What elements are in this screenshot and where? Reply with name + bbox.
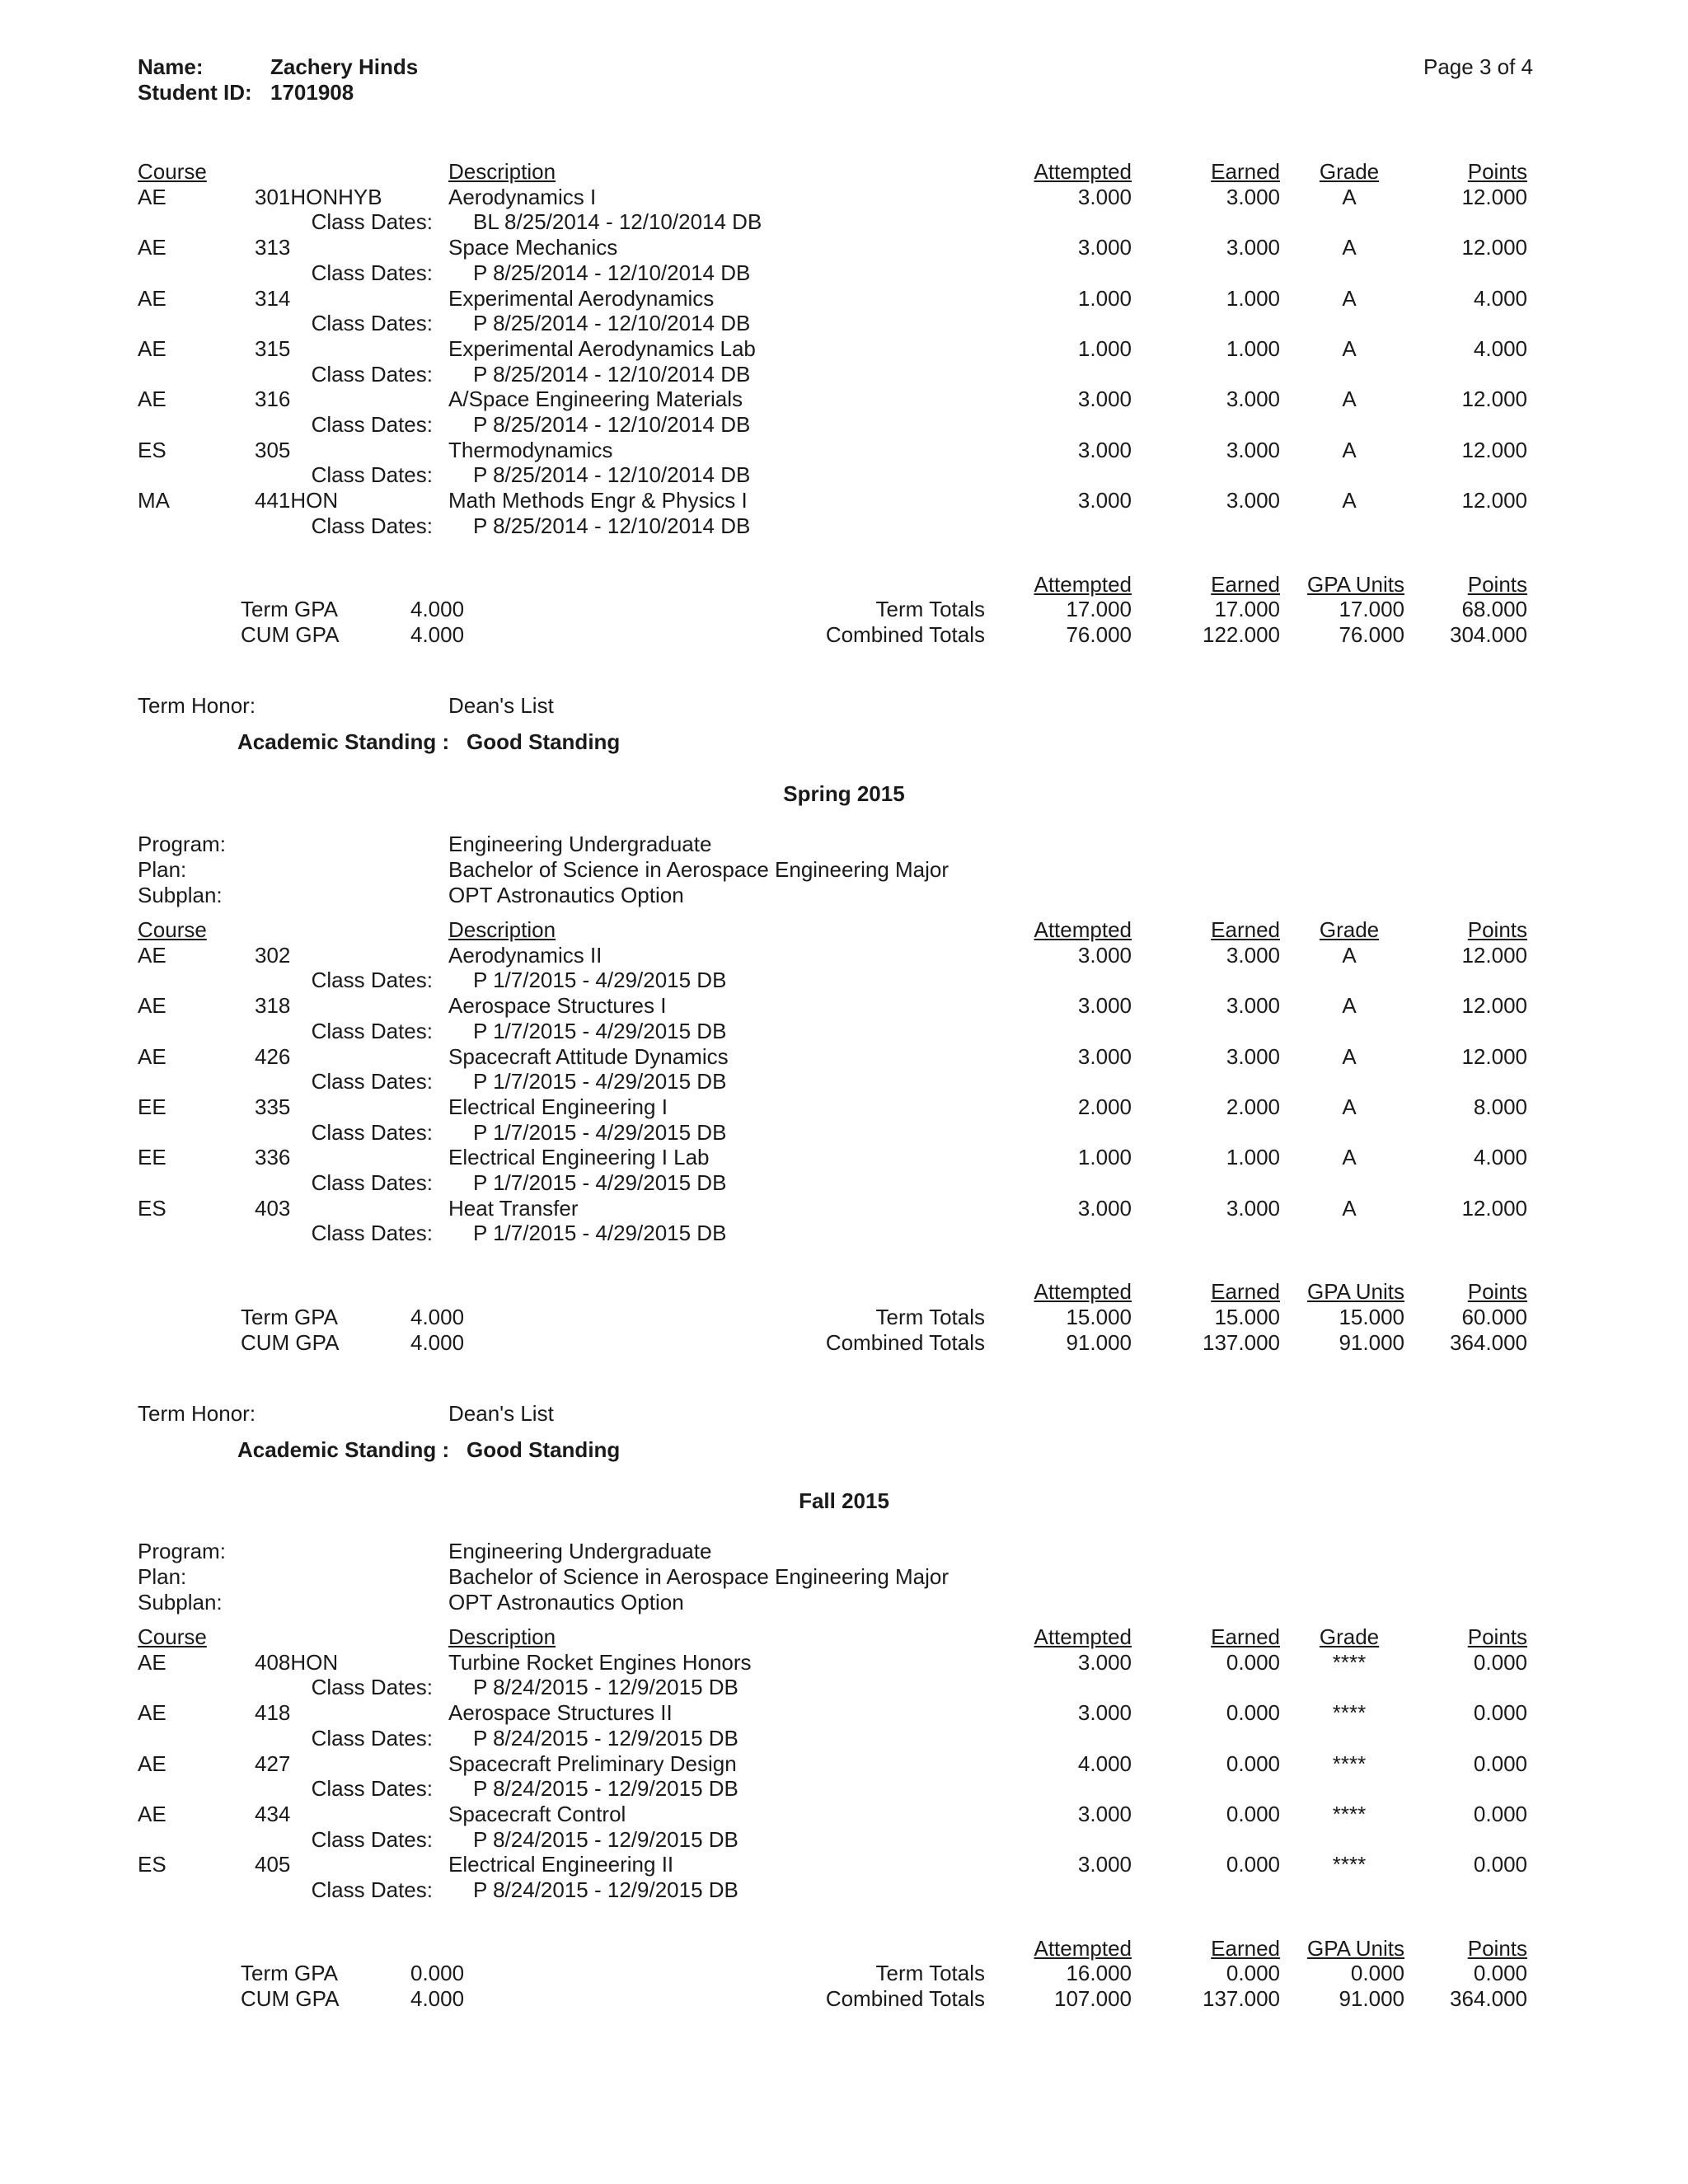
class-dates-label: Class Dates: xyxy=(311,209,433,234)
class-dates-label: Class Dates: xyxy=(311,260,433,285)
course-number: 405 xyxy=(255,1852,291,1877)
course-attempted: 3.000 xyxy=(1077,185,1132,209)
course-grade: A xyxy=(1342,286,1357,311)
class-dates-label: Class Dates: xyxy=(311,1877,433,1902)
course-number: 418 xyxy=(255,1700,291,1725)
class-dates-label: Class Dates: xyxy=(311,1019,433,1043)
combined-totals-points: 364.000 xyxy=(1450,1330,1527,1355)
course-subject: ES xyxy=(138,438,166,462)
term-gpa-value: 4.000 xyxy=(410,597,465,621)
course-number: 408HON xyxy=(255,1650,339,1675)
term-gpa-label: Term GPA xyxy=(241,1305,338,1329)
totals-earned-header: Earned xyxy=(1211,1279,1280,1304)
term-gpa-label: Term GPA xyxy=(241,1961,338,1985)
class-dates-label: Class Dates: xyxy=(311,1827,433,1852)
course-grade: **** xyxy=(1332,1751,1367,1776)
course-attempted: 3.000 xyxy=(1077,387,1132,411)
term-totals-label: Term Totals xyxy=(875,597,985,621)
class-dates: P 8/25/2014 - 12/10/2014 DB xyxy=(473,362,751,387)
page-number: Page 3 of 4 xyxy=(1423,54,1533,79)
course-title: Aerospace Structures I xyxy=(448,993,667,1018)
term-totals-gpa-units: 0.000 xyxy=(1350,1961,1404,1985)
academic-standing-label: Academic Standing : xyxy=(237,1437,450,1462)
course-points: 4.000 xyxy=(1473,1145,1527,1169)
class-dates-label: Class Dates: xyxy=(311,311,433,335)
course-grade: A xyxy=(1342,1196,1357,1221)
term-gpa-value: 0.000 xyxy=(410,1961,465,1985)
course-title: Aerospace Structures II xyxy=(448,1700,673,1725)
course-number: 336 xyxy=(255,1145,291,1169)
totals-attempted-header: Attempted xyxy=(1034,1279,1132,1304)
class-dates: P 1/7/2015 - 4/29/2015 DB xyxy=(473,1069,727,1094)
combined-totals-label: Combined Totals xyxy=(825,1330,985,1355)
course-grade: A xyxy=(1342,336,1357,361)
course-points: 0.000 xyxy=(1473,1802,1527,1826)
term-totals-earned: 15.000 xyxy=(1214,1305,1280,1329)
subplan-value: OPT Astronautics Option xyxy=(448,1590,684,1615)
course-grade: A xyxy=(1342,488,1357,513)
course-title: Spacecraft Control xyxy=(448,1802,626,1826)
term-title: Spring 2015 xyxy=(783,781,905,806)
class-dates: P 1/7/2015 - 4/29/2015 DB xyxy=(473,1221,727,1245)
course-earned: 0.000 xyxy=(1226,1650,1280,1675)
class-dates-label: Class Dates: xyxy=(311,513,433,538)
course-points: 4.000 xyxy=(1473,286,1527,311)
course-grade: **** xyxy=(1332,1852,1367,1877)
combined-totals-attempted: 91.000 xyxy=(1066,1330,1132,1355)
course-subject: EE xyxy=(138,1145,166,1169)
course-attempted: 3.000 xyxy=(1077,1044,1132,1069)
course-subject: AE xyxy=(138,336,166,361)
combined-totals-gpa-units: 76.000 xyxy=(1339,622,1404,647)
cum-gpa-label: CUM GPA xyxy=(241,1986,340,2011)
course-attempted: 4.000 xyxy=(1077,1751,1132,1776)
col-earned-header: Earned xyxy=(1211,159,1280,184)
col-attempted-header: Attempted xyxy=(1034,159,1132,184)
course-number: 427 xyxy=(255,1751,291,1776)
combined-totals-earned: 122.000 xyxy=(1203,622,1280,647)
student-name: Zachery Hinds xyxy=(270,54,419,79)
totals-gpa-units-header: GPA Units xyxy=(1306,1936,1404,1961)
course-subject: AE xyxy=(138,1802,166,1826)
course-subject: AE xyxy=(138,1650,166,1675)
course-earned: 3.000 xyxy=(1226,185,1280,209)
course-attempted: 3.000 xyxy=(1077,1650,1132,1675)
term-honor-value: Dean's List xyxy=(448,1401,554,1426)
class-dates-label: Class Dates: xyxy=(311,1726,433,1750)
course-points: 12.000 xyxy=(1461,1196,1527,1221)
class-dates: P 1/7/2015 - 4/29/2015 DB xyxy=(473,1120,727,1145)
course-grade: A xyxy=(1342,1094,1357,1119)
class-dates-label: Class Dates: xyxy=(311,1069,433,1094)
class-dates: BL 8/25/2014 - 12/10/2014 DB xyxy=(473,209,762,234)
cum-gpa-value: 4.000 xyxy=(410,622,465,647)
term-honor-label: Term Honor: xyxy=(138,1401,256,1426)
course-number: 314 xyxy=(255,286,291,311)
course-title: Spacecraft Preliminary Design xyxy=(448,1751,737,1776)
totals-earned-header: Earned xyxy=(1211,572,1280,597)
course-title: Aerodynamics II xyxy=(448,943,603,968)
course-earned: 0.000 xyxy=(1226,1700,1280,1725)
course-points: 12.000 xyxy=(1461,438,1527,462)
col-grade-header: Grade xyxy=(1319,1624,1380,1649)
col-grade-header: Grade xyxy=(1319,917,1380,942)
course-attempted: 3.000 xyxy=(1077,1196,1132,1221)
class-dates: P 8/25/2014 - 12/10/2014 DB xyxy=(473,462,751,487)
course-subject: AE xyxy=(138,1700,166,1725)
class-dates: P 8/25/2014 - 12/10/2014 DB xyxy=(473,311,751,335)
course-title: Turbine Rocket Engines Honors xyxy=(448,1650,752,1675)
course-number: 403 xyxy=(255,1196,291,1221)
col-description-header: Description xyxy=(448,159,556,184)
col-attempted-header: Attempted xyxy=(1034,917,1132,942)
name-label: Name: xyxy=(138,54,204,79)
course-number: 441HON xyxy=(255,488,339,513)
col-course-header: Course xyxy=(138,1624,207,1649)
col-description-header: Description xyxy=(448,917,556,942)
course-number: 313 xyxy=(255,235,291,260)
course-title: Electrical Engineering II xyxy=(448,1852,674,1877)
combined-totals-points: 304.000 xyxy=(1450,622,1527,647)
course-subject: AE xyxy=(138,235,166,260)
course-number: 305 xyxy=(255,438,291,462)
course-grade: A xyxy=(1342,1145,1357,1169)
subplan-label: Subplan: xyxy=(138,1590,223,1615)
course-points: 12.000 xyxy=(1461,185,1527,209)
class-dates: P 8/24/2015 - 12/9/2015 DB xyxy=(473,1827,738,1852)
col-points-header: Points xyxy=(1467,917,1527,942)
course-earned: 0.000 xyxy=(1226,1852,1280,1877)
course-subject: ES xyxy=(138,1852,166,1877)
cum-gpa-value: 4.000 xyxy=(410,1986,465,2011)
totals-points-header: Points xyxy=(1467,572,1527,597)
term-totals-points: 60.000 xyxy=(1461,1305,1527,1329)
class-dates-label: Class Dates: xyxy=(311,362,433,387)
col-course-header: Course xyxy=(138,159,207,184)
course-grade: A xyxy=(1342,438,1357,462)
course-attempted: 1.000 xyxy=(1077,1145,1132,1169)
course-subject: AE xyxy=(138,943,166,968)
term-totals-points: 68.000 xyxy=(1461,597,1527,621)
combined-totals-points: 364.000 xyxy=(1450,1986,1527,2011)
class-dates-label: Class Dates: xyxy=(311,1675,433,1699)
col-earned-header: Earned xyxy=(1211,1624,1280,1649)
term-totals-attempted: 16.000 xyxy=(1066,1961,1132,1985)
course-title: Math Methods Engr & Physics I xyxy=(448,488,748,513)
combined-totals-gpa-units: 91.000 xyxy=(1339,1986,1404,2011)
course-points: 12.000 xyxy=(1461,943,1527,968)
combined-totals-gpa-units: 91.000 xyxy=(1339,1330,1404,1355)
col-grade-header: Grade xyxy=(1319,159,1380,184)
plan-label: Plan: xyxy=(138,857,187,882)
course-points: 4.000 xyxy=(1473,336,1527,361)
program-label: Program: xyxy=(138,832,226,856)
course-attempted: 2.000 xyxy=(1077,1094,1132,1119)
col-earned-header: Earned xyxy=(1211,917,1280,942)
col-attempted-header: Attempted xyxy=(1034,1624,1132,1649)
col-points-header: Points xyxy=(1467,1624,1527,1649)
course-number: 335 xyxy=(255,1094,291,1119)
cum-gpa-label: CUM GPA xyxy=(241,1330,340,1355)
course-points: 12.000 xyxy=(1461,387,1527,411)
subplan-value: OPT Astronautics Option xyxy=(448,883,684,907)
term-honor-label: Term Honor: xyxy=(138,693,256,718)
class-dates: P 8/24/2015 - 12/9/2015 DB xyxy=(473,1877,738,1902)
class-dates: P 8/25/2014 - 12/10/2014 DB xyxy=(473,412,751,437)
subplan-label: Subplan: xyxy=(138,883,223,907)
course-title: Space Mechanics xyxy=(448,235,618,260)
student-id: 1701908 xyxy=(270,80,354,105)
totals-gpa-units-header: GPA Units xyxy=(1306,572,1404,597)
course-number: 302 xyxy=(255,943,291,968)
term-honor-value: Dean's List xyxy=(448,693,554,718)
class-dates-label: Class Dates: xyxy=(311,1776,433,1801)
course-subject: ES xyxy=(138,1196,166,1221)
course-title: Heat Transfer xyxy=(448,1196,579,1221)
course-title: Electrical Engineering I xyxy=(448,1094,668,1119)
class-dates-label: Class Dates: xyxy=(311,1221,433,1245)
course-title: Electrical Engineering I Lab xyxy=(448,1145,710,1169)
course-points: 0.000 xyxy=(1473,1751,1527,1776)
course-earned: 3.000 xyxy=(1226,943,1280,968)
class-dates: P 8/25/2014 - 12/10/2014 DB xyxy=(473,513,751,538)
class-dates: P 8/25/2014 - 12/10/2014 DB xyxy=(473,260,751,285)
course-grade: A xyxy=(1342,1044,1357,1069)
course-attempted: 3.000 xyxy=(1077,1802,1132,1826)
course-earned: 3.000 xyxy=(1226,438,1280,462)
totals-attempted-header: Attempted xyxy=(1034,572,1132,597)
cum-gpa-value: 4.000 xyxy=(410,1330,465,1355)
student-id-label: Student ID: xyxy=(138,80,252,105)
course-subject: EE xyxy=(138,1094,166,1119)
col-description-header: Description xyxy=(448,1624,556,1649)
class-dates: P 1/7/2015 - 4/29/2015 DB xyxy=(473,968,727,992)
class-dates: P 8/24/2015 - 12/9/2015 DB xyxy=(473,1675,738,1699)
term-totals-label: Term Totals xyxy=(875,1305,985,1329)
plan-value: Bachelor of Science in Aerospace Engineering Major xyxy=(448,1564,950,1589)
class-dates-label: Class Dates: xyxy=(311,1170,433,1195)
course-title: Experimental Aerodynamics Lab xyxy=(448,336,756,361)
course-points: 8.000 xyxy=(1473,1094,1527,1119)
course-grade: A xyxy=(1342,387,1357,411)
course-earned: 3.000 xyxy=(1226,488,1280,513)
term-gpa-value: 4.000 xyxy=(410,1305,465,1329)
term-totals-earned: 0.000 xyxy=(1226,1961,1280,1985)
term-totals-attempted: 17.000 xyxy=(1066,597,1132,621)
course-points: 12.000 xyxy=(1461,235,1527,260)
course-attempted: 1.000 xyxy=(1077,336,1132,361)
course-earned: 1.000 xyxy=(1226,286,1280,311)
course-earned: 1.000 xyxy=(1226,1145,1280,1169)
course-attempted: 3.000 xyxy=(1077,993,1132,1018)
course-number: 316 xyxy=(255,387,291,411)
course-attempted: 3.000 xyxy=(1077,1700,1132,1725)
course-grade: A xyxy=(1342,993,1357,1018)
course-earned: 3.000 xyxy=(1226,1196,1280,1221)
combined-totals-attempted: 76.000 xyxy=(1066,622,1132,647)
totals-points-header: Points xyxy=(1467,1279,1527,1304)
course-grade: **** xyxy=(1332,1802,1367,1826)
class-dates-label: Class Dates: xyxy=(311,968,433,992)
course-title: A/Space Engineering Materials xyxy=(448,387,743,411)
course-subject: AE xyxy=(138,1044,166,1069)
cum-gpa-label: CUM GPA xyxy=(241,622,340,647)
course-earned: 1.000 xyxy=(1226,336,1280,361)
course-attempted: 3.000 xyxy=(1077,438,1132,462)
totals-earned-header: Earned xyxy=(1211,1936,1280,1961)
course-earned: 3.000 xyxy=(1226,387,1280,411)
totals-points-header: Points xyxy=(1467,1936,1527,1961)
course-subject: AE xyxy=(138,387,166,411)
term-totals-gpa-units: 15.000 xyxy=(1339,1305,1404,1329)
course-number: 301HONHYB xyxy=(255,185,382,209)
term-gpa-label: Term GPA xyxy=(241,597,338,621)
course-attempted: 3.000 xyxy=(1077,235,1132,260)
course-attempted: 3.000 xyxy=(1077,1852,1132,1877)
course-subject: AE xyxy=(138,993,166,1018)
class-dates-label: Class Dates: xyxy=(311,412,433,437)
course-points: 0.000 xyxy=(1473,1650,1527,1675)
course-points: 12.000 xyxy=(1461,488,1527,513)
course-earned: 2.000 xyxy=(1226,1094,1280,1119)
program-label: Program: xyxy=(138,1539,226,1563)
col-course-header: Course xyxy=(138,917,207,942)
program-value: Engineering Undergraduate xyxy=(448,832,712,856)
course-title: Aerodynamics I xyxy=(448,185,597,209)
course-points: 0.000 xyxy=(1473,1700,1527,1725)
academic-standing-value: Good Standing xyxy=(467,1437,621,1462)
course-subject: AE xyxy=(138,1751,166,1776)
term-totals-earned: 17.000 xyxy=(1214,597,1280,621)
course-grade: A xyxy=(1342,235,1357,260)
term-totals-points: 0.000 xyxy=(1473,1961,1527,1985)
course-attempted: 1.000 xyxy=(1077,286,1132,311)
academic-standing-value: Good Standing xyxy=(467,729,621,754)
course-title: Thermodynamics xyxy=(448,438,613,462)
combined-totals-earned: 137.000 xyxy=(1203,1330,1280,1355)
course-points: 0.000 xyxy=(1473,1852,1527,1877)
course-earned: 3.000 xyxy=(1226,1044,1280,1069)
course-grade: A xyxy=(1342,185,1357,209)
course-number: 434 xyxy=(255,1802,291,1826)
course-number: 426 xyxy=(255,1044,291,1069)
course-earned: 3.000 xyxy=(1226,993,1280,1018)
course-number: 318 xyxy=(255,993,291,1018)
combined-totals-label: Combined Totals xyxy=(825,1986,985,2011)
course-points: 12.000 xyxy=(1461,993,1527,1018)
combined-totals-label: Combined Totals xyxy=(825,622,985,647)
totals-attempted-header: Attempted xyxy=(1034,1936,1132,1961)
course-subject: AE xyxy=(138,185,166,209)
class-dates: P 1/7/2015 - 4/29/2015 DB xyxy=(473,1170,727,1195)
class-dates: P 1/7/2015 - 4/29/2015 DB xyxy=(473,1019,727,1043)
term-totals-gpa-units: 17.000 xyxy=(1339,597,1404,621)
course-number: 315 xyxy=(255,336,291,361)
course-attempted: 3.000 xyxy=(1077,943,1132,968)
term-totals-label: Term Totals xyxy=(875,1961,985,1985)
class-dates: P 8/24/2015 - 12/9/2015 DB xyxy=(473,1776,738,1801)
plan-label: Plan: xyxy=(138,1564,187,1589)
term-title: Fall 2015 xyxy=(799,1488,889,1513)
course-grade: **** xyxy=(1332,1650,1367,1675)
combined-totals-attempted: 107.000 xyxy=(1054,1986,1132,2011)
col-points-header: Points xyxy=(1467,159,1527,184)
course-subject: AE xyxy=(138,286,166,311)
class-dates: P 8/24/2015 - 12/9/2015 DB xyxy=(473,1726,738,1750)
combined-totals-earned: 137.000 xyxy=(1203,1986,1280,2011)
course-grade: A xyxy=(1342,943,1357,968)
course-subject: MA xyxy=(138,488,170,513)
term-totals-attempted: 15.000 xyxy=(1066,1305,1132,1329)
class-dates-label: Class Dates: xyxy=(311,1120,433,1145)
program-value: Engineering Undergraduate xyxy=(448,1539,712,1563)
course-title: Spacecraft Attitude Dynamics xyxy=(448,1044,729,1069)
class-dates-label: Class Dates: xyxy=(311,462,433,487)
academic-standing-label: Academic Standing : xyxy=(237,729,450,754)
course-earned: 3.000 xyxy=(1226,235,1280,260)
course-grade: **** xyxy=(1332,1700,1367,1725)
course-earned: 0.000 xyxy=(1226,1802,1280,1826)
course-title: Experimental Aerodynamics xyxy=(448,286,715,311)
course-points: 12.000 xyxy=(1461,1044,1527,1069)
plan-value: Bachelor of Science in Aerospace Engineering Major xyxy=(448,857,950,882)
totals-gpa-units-header: GPA Units xyxy=(1306,1279,1404,1304)
course-attempted: 3.000 xyxy=(1077,488,1132,513)
course-earned: 0.000 xyxy=(1226,1751,1280,1776)
